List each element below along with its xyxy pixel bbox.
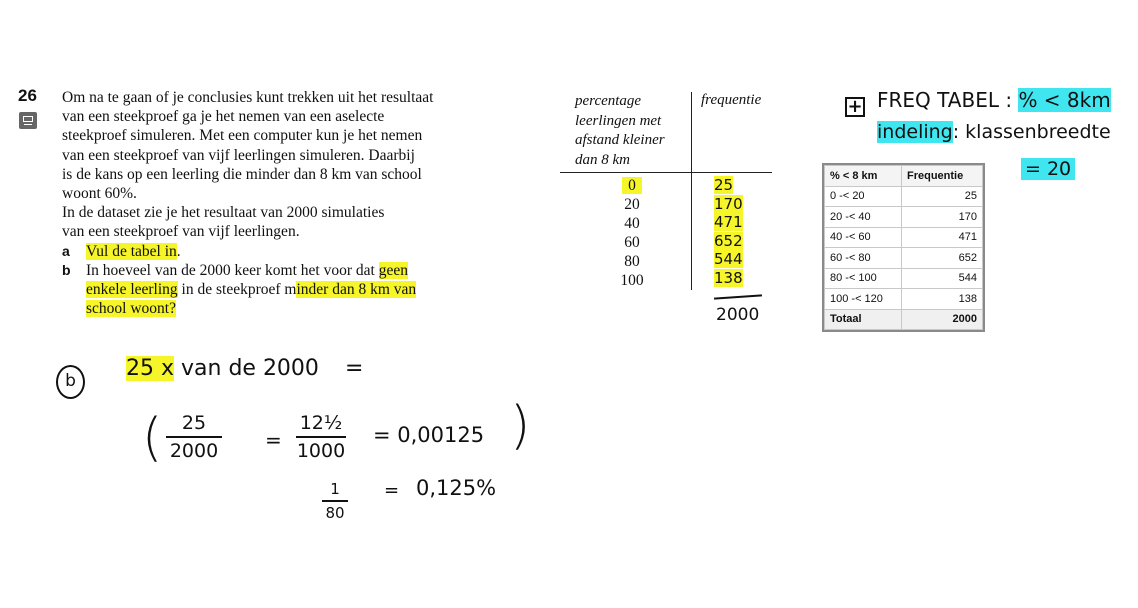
fraction-12half-1000: 12½ 1000	[296, 412, 346, 462]
intro-line: Om na te gaan of je conclusies kunt trekken uit het resultaat	[62, 89, 434, 106]
table-header-frequency: frequentie	[701, 92, 762, 108]
equals-sign: =	[384, 480, 400, 501]
table-cell: 40	[624, 215, 640, 232]
question-number: 26	[18, 86, 37, 105]
highlighted-text: geen	[378, 261, 408, 279]
table-row: 60 -< 80 652	[825, 248, 983, 269]
table-cell: 0	[622, 177, 642, 194]
fraction-25-2000: 25 2000	[166, 412, 222, 462]
equals-sign: =	[265, 428, 282, 452]
computer-icon[interactable]	[19, 112, 37, 129]
table-cell: 544	[714, 250, 743, 268]
close-parenthesis: )	[510, 396, 531, 456]
table-row: 100 -< 120 138	[825, 289, 983, 310]
frequency-column	[714, 176, 764, 287]
frequency-table	[822, 163, 985, 332]
subquestion-a: a Vul de tabel in.	[62, 242, 181, 260]
highlighted-text: enkele leerling	[86, 281, 178, 299]
table-divider	[691, 92, 692, 290]
subquestion-label: a	[62, 242, 70, 259]
table-cell: 138	[714, 268, 743, 287]
column-header: Frequentie	[901, 166, 982, 187]
highlighted-text: Vul de tabel in	[86, 242, 177, 260]
table-header-percentage: percentage leerlingen met afstand kleiner dan 8 km	[575, 93, 665, 168]
table-cell: 170	[714, 194, 743, 213]
fraction-1-80: 1 80	[322, 480, 348, 522]
intro-line: steekproef simuleren. Met een computer kun je het nemen	[62, 127, 423, 145]
result-decimal: = 0,00125	[373, 423, 485, 447]
calc-line: 25 x van de 2000 =	[126, 356, 364, 381]
note-freq-tabel: FREQ TABEL : % < 8km	[877, 88, 1111, 112]
table-cell: 60	[624, 234, 640, 251]
intro-line: is de kans op een leerling die minder dan 8 km van school	[62, 165, 422, 183]
table-cell: 20	[624, 196, 640, 213]
intro-line: van een steekproef ga je het nemen van een aselecte	[62, 108, 385, 126]
table-cell: 652	[714, 231, 743, 250]
table-cell: 471	[714, 213, 743, 231]
highlighted-text: school woont?	[86, 300, 176, 318]
answer-b-marker: b	[56, 365, 85, 399]
subquestion-b: b In hoeveel van de 2000 keer komt het voor dat geen enkele leerling in de steekproef minder dan 8 km van school woont?	[62, 261, 417, 318]
note-class-width: = 20	[1021, 158, 1075, 180]
table-cell: 80	[624, 253, 640, 270]
table-cell: 25	[714, 176, 734, 194]
open-parenthesis: (	[142, 408, 163, 468]
table-divider	[560, 172, 772, 173]
intro-line: In de dataset zie je het resultaat van 2000 simulaties	[62, 204, 385, 222]
column-header: % < 8 km	[825, 166, 902, 187]
table-row: 80 -< 100 544	[825, 268, 983, 289]
table-total-row: Totaal 2000	[825, 309, 983, 330]
handwritten-total: 2000	[716, 305, 760, 325]
table-row: 40 -< 60 471	[825, 227, 983, 248]
table-row: 20 -< 40 170	[825, 207, 983, 228]
percentage-column	[612, 176, 652, 290]
table-cell: 100	[620, 272, 644, 289]
subquestion-label: b	[62, 261, 71, 278]
result-percentage: 0,125%	[416, 476, 497, 500]
plus-box-icon: +	[845, 97, 865, 117]
highlighted-text: inder dan 8 km van	[296, 281, 417, 299]
intro-line: van een steekproef van vijf leerlingen.	[62, 223, 300, 241]
intro-line: van een steekproef van vijf leerlingen simuleren. Daarbij	[62, 146, 415, 164]
table-row: 0 -< 20 25	[825, 186, 983, 207]
sum-line	[714, 294, 762, 299]
question-text	[62, 88, 492, 318]
note-indeling: indeling: klassenbreedte	[877, 121, 1111, 143]
intro-line: woont 60%.	[62, 185, 137, 203]
